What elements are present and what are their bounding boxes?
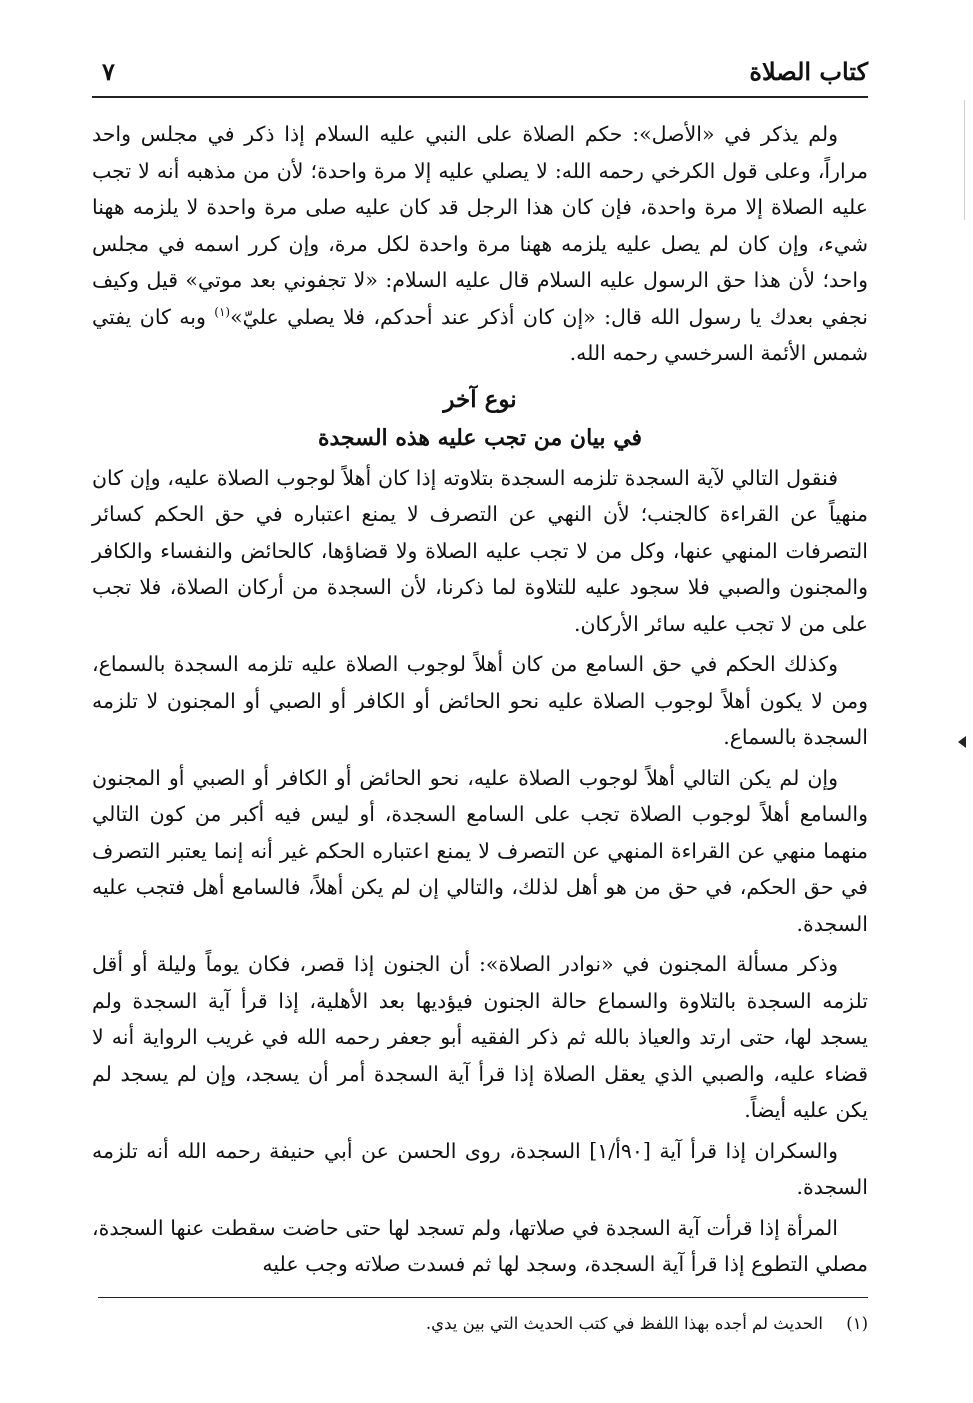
margin-arrow-icon <box>958 736 966 748</box>
paragraph: وذكر مسألة المجنون في «نوادر الصلاة»: أن الجنون إذا قصر، فكان يوماً وليلة أو أقل تلزمه السجدة بالتلاوة والسماع حالة الجنون فيؤديها بعد الأهلية، إذا قرأ آية السجدة ولم يسجد لها، حتى ارتد والعياذ بالله ثم ذكر الفقيه أبو جعفر رحمه الله في غريب الرواية أنه لا قضاء عليه، والصبي الذي يعقل الصلاة إذا قرأ آية السجدة أمر أن يسجد، وإن لم يسجد لم يكن عليه أيضاً. <box>92 952 868 1122</box>
paragraph: وكذلك الحكم في حق السامع من كان أهلاً لوجوب الصلاة عليه تلزمه السجدة بالسماع، ومن لا يكون أهلاً لوجوب الصلاة عليه نحو الحائض أو الكافر أو الصبي أو المجنون لا تلزمه السجدة بالسماع. <box>92 652 868 749</box>
paragraph-salat-nabi <box>92 116 868 372</box>
book-title: كتاب الصلاة <box>749 57 868 86</box>
page-number: ٧ <box>102 57 115 86</box>
paragraph: وإن لم يكن التالي أهلاً لوجوب الصلاة عليه، نحو الحائض أو الكافر أو الصبي أو المجنون والسامع أهلاً لوجوب الصلاة تجب على السامع السجدة، أو ليس فيه أكبر من كون التالي منهما منهي عن القراءة المنهي عن التصرف لا يمنع اعتباره الحكم غير أنه إنما يعتبر التصرف في حق الحكم، في حق من هو أهل لذلك، والتالي إن لم يكن أهلاً، فالسامع أهل فتجب عليه السجدة. <box>92 765 868 936</box>
book-page <box>92 52 868 1382</box>
paragraph: والسكران إذا قرأ آية [٩٠أ/١] السجدة، روى الحسن عن أبي حنيفة رحمه الله أنه تلزمه السجدة. <box>92 1138 868 1199</box>
section-heading: نوع آخر <box>443 385 517 413</box>
section-subheading: في بيان من تجب عليه هذه السجدة <box>317 424 643 451</box>
paragraph: المرأة إذا قرأت آية السجدة في صلاتها، ولم تسجد لها حتى حاضت سقطت عنها السجدة، مصلي التطوع إذا قرأ آية السجدة، وسجد لها ثم فسدت صلاته وجب عليه <box>92 1215 868 1276</box>
footnote <box>92 1310 868 1338</box>
paragraph-text-tail: وبه كان يفتي شمس الأئمة السرخسي رحمه الله. <box>92 304 868 365</box>
scan-edge-line <box>964 100 965 220</box>
running-head <box>92 52 868 92</box>
body-text <box>92 116 868 1283</box>
header-divider <box>92 96 868 98</box>
footnote-divider <box>98 1297 868 1298</box>
footnote-text: الحديث لم أجده بهذا اللفظ في كتب الحديث التي بين يدي. <box>425 1313 823 1333</box>
footnote-mark: (١) <box>846 1313 868 1333</box>
paragraph-text: ولم يذكر في «الأصل»: حكم الصلاة على النبي عليه السلام إذا ذكر في مجلس واحد مراراً، وعلى قول الكرخي رحمه الله: لا يصلي عليه إلا مرة واحدة؛ لأن من مذهبه أنه لا تجب عليه الصلاة إلا مرة واحدة، فإن كان هذا الرجل قد كان عليه صلى مرة واحدة لا يلزمه ههنا شيء، وإن كان لم يصل عليه يلزمه ههنا مرة واحدة لكل مرة، وإن كرر اسمه في مجلس واحد؛ لأن هذا حق الرسول عليه السلام قال عليه السلام: «لا تجفوني بعد موتي» قيل وكيف نجفي بعدك يا رسول الله قال: «إن كان أذكر عند أحدكم، فلا يصلي عليّ» <box>92 122 868 329</box>
footnote-reference: (١) <box>214 304 231 319</box>
paragraph: فنقول التالي لآية السجدة تلزمه السجدة بتلاوته إذا كان أهلاً لوجوب الصلاة عليه، وإن كان منهياً عن القراءة كالجنب؛ لأن النهي عن التصرف لا يمنع اعتباره في حق الحكم كسائر التصرفات المنهي عنها، وكل من لا تجب عليه الصلاة ولا قضاؤها، كالحائض والنفساء والكافر والمجنون والصبي فلا سجود عليه للتلاوة لما ذكرنا، لأن السجدة من أركان الصلاة، فلا تجب على من لا تجب عليه سائر الأركان. <box>92 465 868 636</box>
